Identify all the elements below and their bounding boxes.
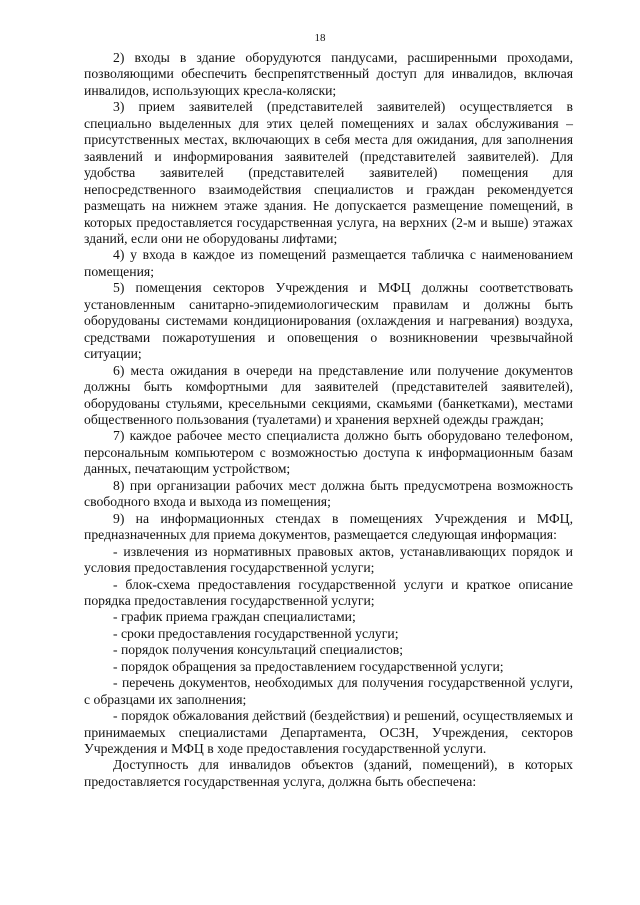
list-item-legal-extracts: - извлечения из нормативных правовых актов, устанавливающих порядок и условия предоставления государственной услуги; — [84, 543, 573, 576]
document-body — [84, 50, 573, 790]
paragraph-item-9: 9) на информационных стендах в помещениях Учреждения и МФЦ, предназначенных для приема документов, размещается следующая информация: — [84, 510, 573, 543]
list-item-appeal-procedure: - порядок обжалования действий (бездействия) и решений, осуществляемых и принимаемых специалистами Департамента, ОСЗН, Учреждения, секторов Учреждения и МФЦ в ходе предоставления государственной услуги. — [84, 708, 573, 757]
list-item-schedule: - график приема граждан специалистами; — [113, 609, 356, 625]
page-number: 18 — [314, 32, 326, 44]
list-item-consultations: - порядок получения консультаций специалистов; — [113, 642, 404, 658]
paragraph-item-4: 4) у входа в каждое из помещений размещается табличка с наименованием помещения; — [84, 247, 573, 279]
paragraph-item-5: 5) помещения секторов Учреждения и МФЦ должны соответствовать установленным санитарно-эпидемиологическим правилам и должны быть оборудованы системами кондиционирования (охлаждения и нагревания) воздуха, средствами пожаротушения и оповещения о возникновении чрезвычайной ситуации; — [84, 280, 573, 362]
list-item-flowchart: - блок-схема предоставления государственной услуги и краткое описание порядка предоставления государственной услуги; — [84, 576, 573, 608]
paragraph-accessibility: Доступность для инвалидов объектов (зданий, помещений), в которых предоставляется государственная услуга, должна быть обеспечена: — [84, 757, 573, 789]
list-item-terms: - сроки предоставления государственной услуги; — [113, 625, 399, 641]
list-item-application-procedure: - порядок обращения за предоставлением государственной услуги; — [113, 658, 504, 674]
paragraph-item-6: 6) места ожидания в очереди на представление или получение документов должны быть комфортными для заявителей (представителей заявителей), оборудованы стульями, кресельными секциями, скамьями (банкетками), местами общественного пользования (туалетами) и хранения верхней одежды граждан; — [84, 362, 573, 427]
list-item-documents-list: - перечень документов, необходимых для получения государственной услуги, с образцами их заполнения; — [84, 675, 573, 707]
paragraph-item-2: 2) входы в здание оборудуются пандусами, расширенными проходами, позволяющими обеспечить беспрепятственный доступ для инвалидов, включая инвалидов, использующих кресла-коляски; — [84, 50, 573, 98]
paragraph-item-8: 8) при организации рабочих мест должна быть предусмотрена возможность свободного входа и выхода из помещения; — [84, 477, 573, 510]
paragraph-item-7: 7) каждое рабочее место специалиста должно быть оборудовано телефоном, персональным компьютером с возможностью доступа к информационным базам данных, печатающим устройством; — [84, 428, 573, 477]
paragraph-item-3: 3) прием заявителей (представителей заявителей) осуществляется в специально выделенных для этих целей помещениях и залах обслуживания – присутственных местах, включающих в себя места для ожидания, для заполнения заявлений и информирования заявителей (представителей заявителей). Для удобства заявителей (представителей заявителей) помещения для непосредственного взаимодействия специалистов и граждан рекомендуется размещать на нижнем этаже здания. Не допускается размещение помещений, в которых предоставляется государственная услуга, на верхних (2-м и выше) этажах зданий, если они не оборудованы лифтами; — [84, 99, 573, 246]
